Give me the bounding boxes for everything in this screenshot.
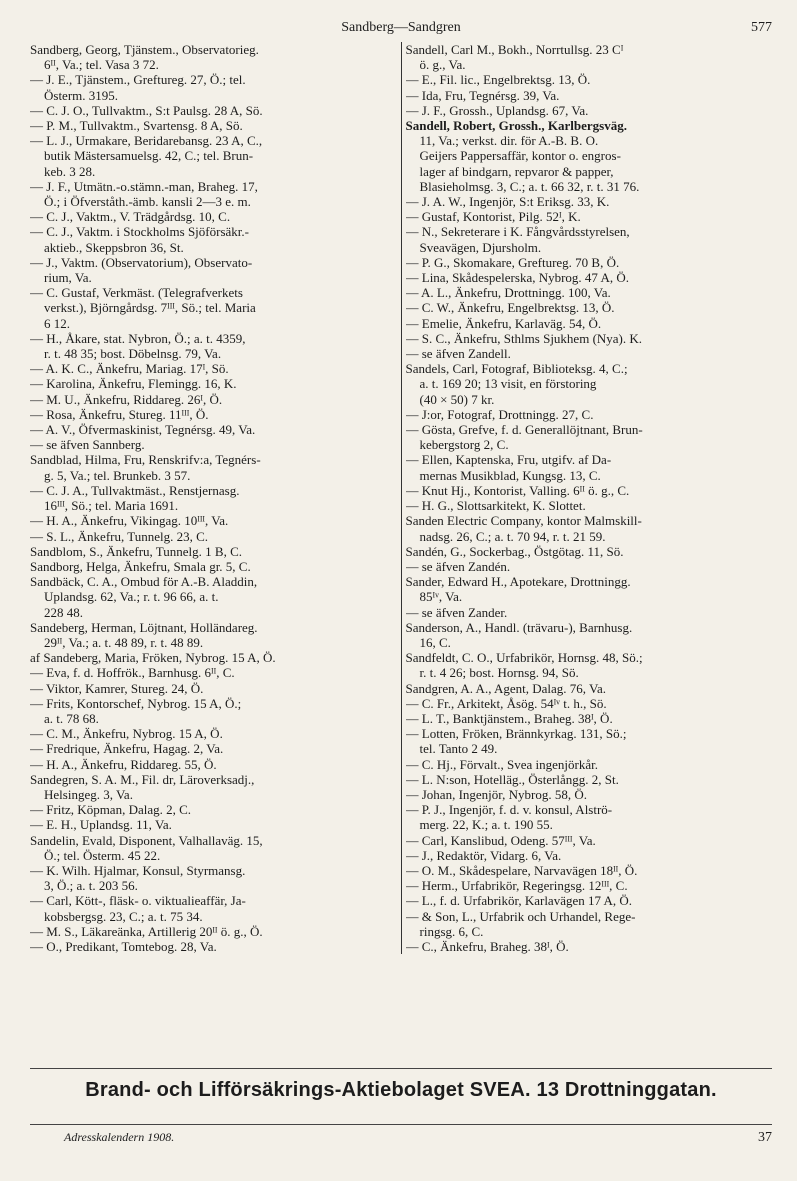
- directory-entry-line: 6 12.: [44, 315, 70, 331]
- directory-entry-line: — Lotten, Fröken, Brännkyrkag. 131, Sö.;: [405, 726, 627, 742]
- directory-entry-line: — M. U., Änkefru, Riddareg. 26ᴵ, Ö.: [30, 391, 223, 407]
- right-column: [402, 42, 773, 954]
- directory-entry-line: nadsg. 26, C.; a. t. 70 94, r. t. 21 59.: [419, 528, 606, 544]
- directory-entry-line: — P. G., Skomakare, Greftureg. 70 B, Ö.: [405, 254, 620, 270]
- footer-rule: [30, 1124, 772, 1125]
- directory-entry-line: mernas Musikblad, Kungsg. 13, C.: [419, 467, 601, 483]
- directory-entry-line: — Fredrique, Änkefru, Hagag. 2, Va.: [30, 741, 224, 757]
- directory-entry-line: — C. Hj., Förvalt., Svea ingenjörkår.: [405, 756, 598, 772]
- left-column: [30, 42, 402, 954]
- directory-entry-line: ringsg. 6, C.: [419, 923, 484, 939]
- directory-entry-line: Sanden Electric Company, kontor Malmskill-: [405, 513, 642, 529]
- directory-entry-line: — J. A. W., Ingenjör, S:t Eriksg. 33, K.: [405, 194, 610, 210]
- directory-entry-line: Sandfeldt, C. O., Urfabrikör, Hornsg. 48, Sö.;: [405, 650, 643, 666]
- directory-entry-line: — M. S., Läkareänka, Artillerig 20ᴵᴵ ö. g., Ö.: [30, 923, 263, 939]
- directory-entry-line: — P. J., Ingenjör, f. d. v. konsul, Alströ-: [405, 802, 613, 818]
- directory-entry-line: — L., f. d. Urfabrikör, Karlavägen 17 A, Ö.: [405, 893, 633, 909]
- directory-entry-line: Sandberg, Georg, Tjänstem., Observatorieg.: [30, 42, 259, 57]
- directory-entry-line: Sandell, Robert, Grossh., Karlbergsväg.: [405, 118, 627, 134]
- directory-entry-line: — se äfven Zander.: [405, 604, 508, 620]
- directory-entry-line: — P. M., Tullvaktm., Svartensg. 8 A, Sö.: [30, 118, 243, 134]
- directory-entry-line: — N., Sekreterare i K. Fångvårdsstyrelsen,: [405, 224, 630, 240]
- directory-entry-line: — J. E., Tjänstem., Greftureg. 27, Ö.; tel.: [30, 72, 246, 88]
- directory-entry-line: 3, Ö.; a. t. 203 56.: [44, 878, 138, 894]
- page-footer: [64, 1130, 772, 1150]
- directory-entry-line: — J. F., Grossh., Uplandsg. 67, Va.: [405, 102, 589, 118]
- directory-entry-line: Sandbäck, C. A., Ombud för A.-B. Aladdin,: [30, 574, 258, 590]
- directory-entry-line: — S. L., Änkefru, Tunnelg. 23, C.: [30, 528, 209, 544]
- directory-entry-line: (40 × 50) 7 kr.: [419, 391, 495, 407]
- directory-entry-line: — J., Vaktm. (Observatorium), Observato-: [30, 254, 253, 270]
- directory-entry-line: — Carl, Kött-, fläsk- o. viktualieaffär, Ja-: [30, 893, 246, 909]
- directory-entry-line: r. t. 48 35; bost. Döbelnsg. 79, Va.: [44, 346, 222, 362]
- directory-entry-line: Blasieholmsg. 3, C.; a. t. 66 32, r. t. 31 76.: [419, 178, 640, 194]
- directory-entry-line: — & Son, L., Urfabrik och Urhandel, Rege-: [405, 908, 636, 924]
- advertisement-banner: Brand- och Lifförsäkrings-Aktiebolaget SVEA. 13 Drottninggatan.: [30, 1068, 772, 1102]
- directory-entry-line: — Knut Hj., Kontorist, Valling. 6ᴵᴵ ö. g., C.: [405, 482, 630, 498]
- directory-entry-line: Ö.; tel. Österm. 45 22.: [44, 847, 161, 863]
- directory-entry-line: — A. V., Öfvermaskinist, Tegnérsg. 49, Va.: [30, 422, 256, 438]
- directory-entry-line: Sandblom, S., Änkefru, Tunnelg. 1 B, C.: [30, 543, 242, 559]
- directory-entry-line: — C. J., Vaktm., V. Trädgårdsg. 10, C.: [30, 209, 231, 225]
- directory-entry-line: Sandell, Carl M., Bokh., Norrtullsg. 23 Cᴵ: [405, 42, 624, 57]
- directory-entry-line: Uplandsg. 62, Va.; r. t. 96 66, a. t.: [44, 589, 219, 605]
- directory-entry-line: — C. J., Vaktm. i Stockholms Sjöförsäkr.-: [30, 224, 249, 240]
- directory-entry-line: Sanderson, A., Handl. (trävaru-), Barnhusg.: [405, 619, 633, 635]
- directory-entry-line: — C. W., Änkefru, Engelbrektsg. 13, Ö.: [405, 300, 615, 316]
- directory-entry-line: — L. J., Urmakare, Beridarebansg. 23 A, C.,: [30, 133, 263, 149]
- directory-entry-line: — C. M., Änkefru, Nybrog. 15 A, Ö.: [30, 726, 223, 742]
- directory-entry-line: Österm. 3195.: [44, 87, 119, 103]
- directory-entry-line: 16ᴵᴵᴵ, Sö.; tel. Maria 1691.: [44, 498, 179, 514]
- directory-entry-line: tel. Tanto 2 49.: [419, 741, 498, 757]
- directory-entry-line: merg. 22, K.; a. t. 190 55.: [419, 817, 553, 833]
- directory-entry-line: — Gösta, Grefve, f. d. Generallöjtnant, Brun-: [405, 422, 643, 438]
- directory-entry-line: — Gustaf, Kontorist, Pilg. 52ᴵ, K.: [405, 209, 581, 225]
- directory-entry-line: — Ida, Fru, Tegnérsg. 39, Va.: [405, 87, 560, 103]
- directory-entry-line: — Lina, Skådespelerska, Nybrog. 47 A, Ö.: [405, 270, 629, 286]
- directory-entry-line: — O. M., Skådespelare, Narvavägen 18ᴵᴵ, Ö.: [405, 862, 638, 878]
- directory-entry-line: aktieb., Skeppsbron 36, St.: [44, 239, 184, 255]
- directory-entry-line: — H. G., Slottsarkitekt, K. Slottet.: [405, 498, 586, 514]
- directory-entry-line: Ö.; i Öfverståth.-ämb. kansli 2—3 e. m.: [44, 194, 251, 210]
- directory-entry-line: rium, Va.: [44, 270, 92, 286]
- directory-entry-line: — E. H., Uplandsg. 11, Va.: [30, 817, 172, 833]
- directory-entry-line: Sandeberg, Herman, Löjtnant, Holländareg.: [30, 619, 258, 635]
- directory-entry-line: — H. A., Änkefru, Vikingag. 10ᴵᴵᴵ, Va.: [30, 513, 229, 529]
- directory-entry-line: — C. Gustaf, Verkmäst. (Telegrafverkets: [30, 285, 243, 301]
- directory-entry-line: — S. C., Änkefru, Sthlms Sjukhem (Nya). K.: [405, 330, 643, 346]
- directory-entry-line: 11, Va.; verkst. dir. för A.-B. B. O.: [419, 133, 599, 149]
- directory-entry-line: — Johan, Ingenjör, Nybrog. 58, Ö.: [405, 786, 587, 802]
- directory-entry-line: — se äfven Zandén.: [405, 558, 511, 574]
- directory-entry-line: — Emelie, Änkefru, Karlaväg. 54, Ö.: [405, 315, 602, 331]
- directory-entry-line: — C. J. A., Tullvaktmäst., Renstjernasg.: [30, 482, 240, 498]
- directory-entry-line: — se äfven Sannberg.: [30, 437, 145, 453]
- directory-entry-line: keb. 3 28.: [44, 163, 96, 179]
- directory-entry-line: 85ᴵᵛ, Va.: [419, 589, 463, 605]
- directory-entry-line: — Rosa, Änkefru, Stureg. 11ᴵᴵᴵ, Ö.: [30, 406, 209, 422]
- directory-columns: [30, 42, 772, 1057]
- directory-entry-line: — Ellen, Kaptenska, Fru, utgifv. af Da-: [405, 452, 612, 468]
- directory-entry-line: Sveavägen, Djursholm.: [419, 239, 542, 255]
- directory-entry-line: — J. F., Utmätn.-o.stämn.-man, Braheg. 17,: [30, 178, 258, 194]
- directory-entry-line: — L. N:son, Hotelläg., Österlångg. 2, St.: [405, 771, 619, 787]
- directory-entry-line: — K. Wilh. Hjalmar, Konsul, Styrmansg.: [30, 862, 246, 878]
- directory-entry-line: — A. L., Änkefru, Drottningg. 100, Va.: [405, 285, 611, 301]
- page-number: 577: [751, 20, 772, 35]
- directory-entry-line: — L. T., Banktjänstem., Braheg. 38ᴵ, Ö.: [405, 710, 613, 726]
- directory-entry-line: — Eva, f. d. Hoffrök., Barnhusg. 6ᴵᴵ, C.: [30, 665, 235, 681]
- directory-entry-line: Sandelin, Evald, Disponent, Valhallaväg. 15,: [30, 832, 263, 848]
- directory-entry-line: butik Mästersamuelsg. 42, C.; tel. Brun-: [44, 148, 254, 164]
- directory-entry-line: Sandegren, S. A. M., Fil. dr, Läroverksadj.,: [30, 771, 255, 787]
- directory-entry-line: — H. A., Änkefru, Riddareg. 55, Ö.: [30, 756, 217, 772]
- directory-entry-line: lager af bindgarn, repvaror & papper,: [419, 163, 614, 179]
- directory-entry-line: Geijers Pappersaffär, kontor o. engros-: [419, 148, 621, 164]
- directory-entry-line: verkst.), Björngårdsg. 7ᴵᴵᴵ, Sö.; tel. Maria: [44, 300, 256, 316]
- directory-entry-line: r. t. 4 26; bost. Hornsg. 94, Sö.: [419, 665, 579, 681]
- directory-entry-line: Sandels, Carl, Fotograf, Biblioteksg. 4, C.;: [405, 361, 628, 377]
- directory-entry-line: Sandén, G., Sockerbag., Östgötag. 11, Sö.: [405, 543, 624, 559]
- directory-entry-line: — Carl, Kanslibud, Odeng. 57ᴵᴵᴵ, Va.: [405, 832, 596, 848]
- directory-entry-line: Helsingeg. 3, Va.: [44, 786, 133, 802]
- directory-entry-line: Sandblad, Hilma, Fru, Renskrifv:a, Tegnérs-: [30, 452, 261, 468]
- directory-entry-line: ö. g., Va.: [419, 57, 466, 73]
- directory-entry-line: kobsbergsg. 23, C.; a. t. 75 34.: [44, 908, 203, 924]
- directory-entry-line: Sander, Edward H., Apotekare, Drottningg.: [405, 574, 631, 590]
- directory-entry-line: — Frits, Kontorschef, Nybrog. 15 A, Ö.;: [30, 695, 242, 711]
- directory-entry-line: — C. J. O., Tullvaktm., S:t Paulsg. 28 A, Sö.: [30, 102, 263, 118]
- directory-entry-line: — O., Predikant, Tomtebog. 28, Va.: [30, 938, 217, 954]
- directory-entry-line: — E., Fil. lic., Engelbrektsg. 13, Ö.: [405, 72, 591, 88]
- directory-entry-line: a. t. 169 20; 13 visit, en förstoring: [419, 376, 597, 392]
- page-header: [30, 20, 772, 40]
- directory-entry-line: Sandgren, A. A., Agent, Dalag. 76, Va.: [405, 680, 607, 696]
- directory-entry-line: — Karolina, Änkefru, Flemingg. 16, K.: [30, 376, 237, 392]
- directory-entry-line: Sandborg, Helga, Änkefru, Smala gr. 5, C.: [30, 558, 251, 574]
- directory-entry-line: — J:or, Fotograf, Drottningg. 27, C.: [405, 406, 594, 422]
- directory-entry-line: 29ᴵᴵ, Va.; a. t. 48 89, r. t. 48 89.: [44, 634, 204, 650]
- directory-entry-line: — A. K. C., Änkefru, Mariag. 17ᴵ, Sö.: [30, 361, 229, 377]
- directory-entry-line: a. t. 78 68.: [44, 710, 99, 726]
- directory-entry-line: — C., Änkefru, Braheg. 38ᴵ, Ö.: [405, 938, 569, 954]
- directory-entry-line: — J., Redaktör, Vidarg. 6, Va.: [405, 847, 562, 863]
- directory-entry-line: — Fritz, Köpman, Dalag. 2, C.: [30, 802, 192, 818]
- directory-entry-line: af Sandeberg, Maria, Fröken, Nybrog. 15 A, Ö.: [30, 650, 276, 666]
- directory-entry-line: — C. Fr., Arkitekt, Åsög. 54ᴵᵛ t. h., Sö.: [405, 695, 607, 711]
- directory-entry-line: — Herm., Urfabrikör, Regeringsg. 12ᴵᴵᴵ, C.: [405, 878, 628, 894]
- running-head: Sandberg—Sandgren: [341, 20, 461, 35]
- directory-entry-line: 16, C.: [419, 634, 451, 650]
- directory-entry-line: — H., Åkare, stat. Nybron, Ö.; a. t. 4359,: [30, 330, 246, 346]
- directory-entry-line: 228 48.: [44, 604, 83, 620]
- directory-entry-line: — se äfven Zandell.: [405, 346, 511, 362]
- footer-signature: 37: [758, 1130, 772, 1145]
- directory-entry-line: — Viktor, Kamrer, Stureg. 24, Ö.: [30, 680, 204, 696]
- directory-entry-line: g. 5, Va.; tel. Brunkeb. 3 57.: [44, 467, 191, 483]
- directory-entry-line: kebergstorg 2, C.: [419, 437, 509, 453]
- footer-publication: Adresskalendern 1908.: [64, 1130, 175, 1144]
- directory-entry-line: 6ᴵᴵ, Va.; tel. Vasa 3 72.: [44, 57, 159, 73]
